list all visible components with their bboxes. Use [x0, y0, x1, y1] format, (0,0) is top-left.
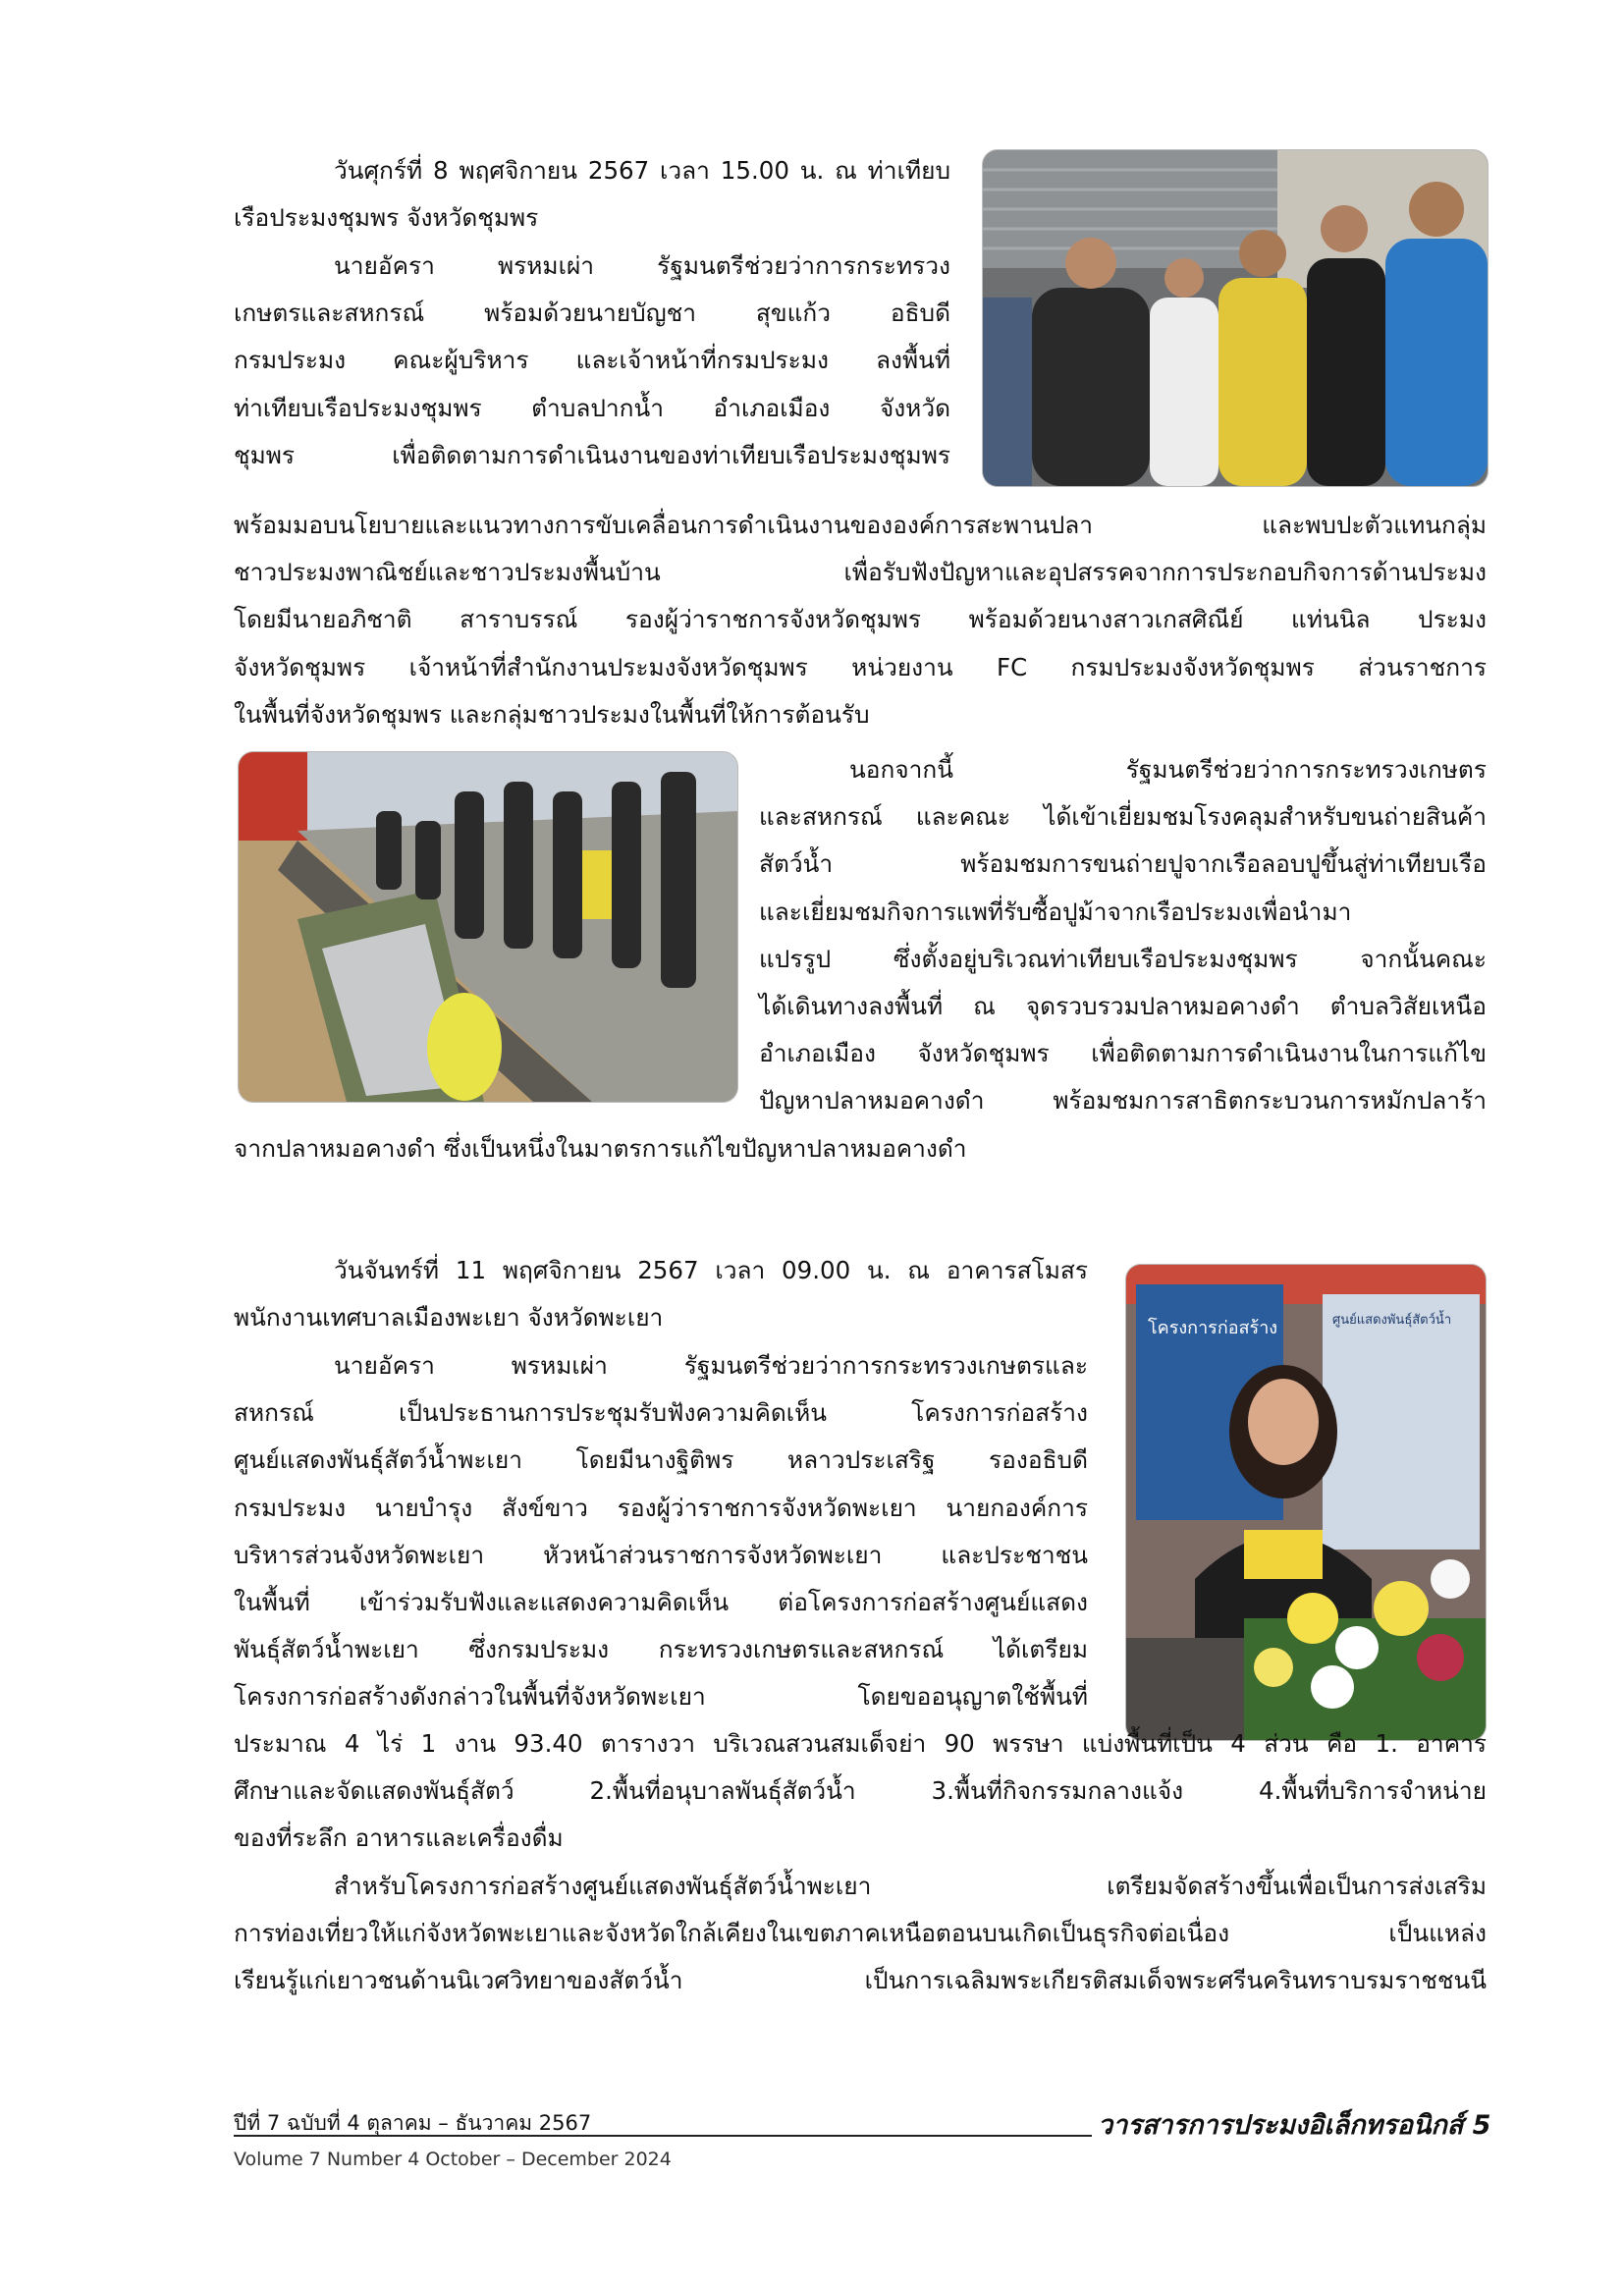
intro-line-2: เรือประมงชุมพร จังหวัดชุมพร: [234, 203, 539, 233]
footer-divider: [234, 2135, 1092, 2137]
text-line: โดยมีนายอภิชาติ สาราบรรณ์ รองผู้ว่าราชการจังหวัดชุมพร พร้อมด้วยนางสาวเกสศิณีย์ แท่นนิล ประมง: [234, 605, 1487, 634]
photo-speaker-podium: [1125, 1264, 1487, 1741]
intro-line-1: วันจันทร์ที่ 11 พฤศจิกายน 2567 เวลา 09.00 น. ณ อาคารสโมสร: [334, 1256, 1088, 1284]
text-line: พันธุ์สัตว์น้ำพะเยา ซึ่งกรมประมง กระทรวงเกษตรและสหกรณ์ ได้เตรียม: [234, 1635, 1088, 1664]
section2-body-narrow: [234, 1342, 1088, 1721]
text-line: ศึกษาและจัดแสดงพันธุ์สัตว์ 2.พื้นที่อนุบาลพันธุ์สัตว์น้ำ 3.พื้นที่กิจกรรมกลางแจ้ง 4.พื้นที่บริการจำหน่าย: [234, 1776, 1487, 1806]
text-line: ประมาณ 4 ไร่ 1 งาน 93.40 ตารางวา บริเวณสวนสมเด็จย่า 90 พรรษา แบ่งพื้นที่เป็น 4 ส่วน คือ 1. อาคาร: [234, 1729, 1487, 1758]
text-line: ชุมพร เพื่อติดตามการดำเนินงานของท่าเทียบเรือประมงชุมพร: [234, 440, 950, 469]
text-line: เรียนรู้แก่เยาวชนด้านนิเวศวิทยาของสัตว์น้ำ เป็นการเฉลิมพระเกียรติสมเด็จพระศรีนครินทราบรมราชชนนี: [234, 1966, 1487, 1995]
section2-body-full: [234, 1720, 1487, 1863]
text-line: ชาวประมงพาณิชย์และชาวประมงพื้นบ้าน เพื่อรับฟังปัญหาและอุปสรรคจากการประกอบกิจการด้านประมง: [234, 558, 1487, 587]
text-line: โครงการก่อสร้างดังกล่าวในพื้นที่จังหวัดพะเยา โดยขออนุญาตใช้พื้นที่: [234, 1682, 1088, 1712]
text-line: นายอัครา พรหมเผ่า รัฐมนตรีช่วยว่าการกระทรวงเกษตรและ: [334, 1351, 1088, 1380]
footer-journal-title: วารสารการประมงอิเล็กทรอนิกส์ 5: [1098, 2110, 1491, 2141]
section1-intro: [234, 147, 950, 242]
poster-text-1: โครงการก่อสร้าง: [1148, 1318, 1278, 1338]
section2-body2: [234, 1863, 1487, 2005]
text-line: อำเภอเมือง จังหวัดชุมพร เพื่อติดตามการดำเนินงานในการแก้ไข: [759, 1039, 1487, 1068]
text-line: นายอัครา พรหมเผ่า รัฐมนตรีช่วยว่าการกระทรวง: [334, 251, 950, 280]
text-line: สหกรณ์ เป็นประธานการประชุมรับฟังความคิดเห็น โครงการก่อสร้าง: [234, 1398, 1088, 1428]
intro-line-1: วันศุกร์ที่ 8 พฤศจิกายน 2567 เวลา 15.00 น. ณ ท่าเทียบ: [334, 156, 950, 185]
text-line: กรมประมง คณะผู้บริหาร และเจ้าหน้าที่กรมประมง ลงพื้นที่: [234, 346, 950, 375]
text-line: และสหกรณ์ และคณะ ได้เข้าเยี่ยมชมโรงคลุมสำหรับขนถ่ายสินค้า: [759, 802, 1487, 832]
text-line: และเยี่ยมชมกิจการแพที่รับซื้อปูม้าจากเรือประมงเพื่อนำมา: [759, 897, 1352, 926]
text-line: ของที่ระลึก อาหารและเครื่องดื่ม: [234, 1823, 564, 1853]
section1-body-full: [234, 502, 1487, 738]
footer-issue-en: Volume 7 Number 4 October – December 2024: [234, 2149, 672, 2170]
photo-officials-pier: [982, 149, 1489, 487]
text-line: ในพื้นที่ เข้าร่วมรับฟังและแสดงความคิดเห็น ต่อโครงการก่อสร้างศูนย์แสดง: [234, 1588, 1088, 1617]
text-line: จากปลาหมอคางดำ ซึ่งเป็นหนึ่งในมาตรการแก้ไขปัญหาปลาหมอคางดำ: [234, 1134, 967, 1163]
section1-body2-right: [759, 746, 1487, 1125]
photo-fish-boat-dock: [238, 751, 738, 1103]
text-line: สำหรับโครงการก่อสร้างศูนย์แสดงพันธุ์สัตว์น้ำพะเยา เตรียมจัดสร้างขึ้นเพื่อเป็นการส่งเสริม: [334, 1872, 1487, 1900]
text-line: ได้เดินทางลงพื้นที่ ณ จุดรวบรวมปลาหมอคางดำ ตำบลวิสัยเหนือ: [759, 992, 1487, 1021]
text-line: สัตว์น้ำ พร้อมชมการขนถ่ายปูจากเรือลอบปูขึ้นสู่ท่าเทียบเรือ: [759, 849, 1487, 879]
text-line: การท่องเที่ยวให้แก่จังหวัดพะเยาและจังหวัดใกล้เคียงในเขตภาคเหนือตอนบนเกิดเป็นธุรกิจต่อเนื่อง เป็นแหล่ง: [234, 1919, 1487, 1948]
text-line: พร้อมมอบนโยบายและแนวทางการขับเคลื่อนการดำเนินงานขององค์การสะพานปลา และพบปะตัวแทนกลุ่ม: [234, 511, 1487, 539]
section2-intro: [234, 1247, 1088, 1341]
text-line: เกษตรและสหกรณ์ พร้อมด้วยนายบัญชา สุขแก้ว อธิบดี: [234, 299, 950, 328]
text-line: ศูนย์แสดงพันธุ์สัตว์น้ำพะเยา โดยมีนางฐิติพร หลาวประเสริฐ รองอธิบดี: [234, 1445, 1088, 1475]
text-line: ท่าเทียบเรือประมงชุมพร ตำบลปากน้ำ อำเภอเมือง จังหวัด: [234, 393, 950, 422]
poster-text-2: ศูนย์แสดงพันธุ์สัตว์น้ำ: [1332, 1313, 1452, 1328]
text-line: ปัญหาปลาหมอคางดำ พร้อมชมการสาธิตกระบวนการหมักปลาร้า: [759, 1086, 1487, 1116]
text-line: ในพื้นที่จังหวัดชุมพร และกลุ่มชาวประมงในพื้นที่ให้การต้อนรับ: [234, 699, 870, 729]
text-line: บริหารส่วนจังหวัดพะเยา หัวหน้าส่วนราชการจังหวัดพะเยา และประชาชน: [234, 1540, 1088, 1569]
section1-body-narrow: [234, 243, 950, 479]
footer-issue-th: ปีที่ 7 ฉบับที่ 4 ตุลาคม – ธันวาคม 2567: [234, 2111, 592, 2135]
text-line: นอกจากนี้ รัฐมนตรีช่วยว่าการกระทรวงเกษตร: [849, 755, 1487, 784]
section1-body2-full: [234, 1125, 1487, 1172]
text-line: กรมประมง นายบำรุง สังข์ขาว รองผู้ว่าราชการจังหวัดพะเยา นายกองค์การ: [234, 1493, 1088, 1522]
text-line: จังหวัดชุมพร เจ้าหน้าที่สำนักงานประมงจังหวัดชุมพร หน่วยงาน FC กรมประมงจังหวัดชุมพร ส่วนราชการ: [234, 652, 1487, 681]
intro-line-2: พนักงานเทศบาลเมืองพะเยา จังหวัดพะเยา: [234, 1303, 664, 1333]
text-line: แปรรูป ซึ่งตั้งอยู่บริเวณท่าเทียบเรือประมงชุมพร จากนั้นคณะ: [759, 944, 1487, 973]
